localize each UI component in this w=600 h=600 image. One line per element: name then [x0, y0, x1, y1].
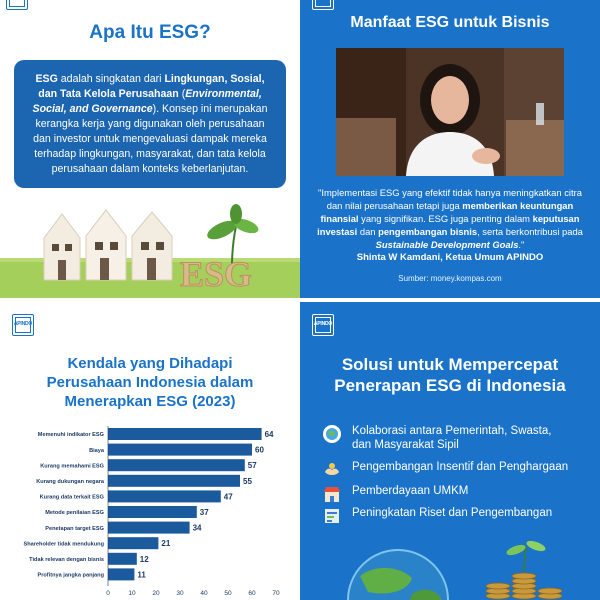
- x-tick-label: 70: [272, 590, 280, 597]
- bar: [108, 553, 137, 565]
- apindo-logo: APINDO: [312, 314, 334, 336]
- panel2-title: Manfaat ESG untuk Bisnis: [350, 14, 550, 31]
- quote-part: "Implementasi ESG yang efektif tidak hanya meningkatkan citra dan nilai perusahaan tetapi juga: [318, 187, 582, 211]
- chart-title-line: Menerapkan ESG (2023): [64, 393, 236, 410]
- category-label: Kurang data terkait ESG: [39, 494, 104, 501]
- category-label: Shareholder tidak mendukung: [23, 541, 104, 548]
- category-label: Tidak relevan dengan bisnis: [29, 557, 104, 563]
- definition-part: ). Konsep ini merupakan kerangka kerja yang digunakan oleh perusahaan dan investor untuk mengevaluasi dampak mereka terhadap lingkungan, masyarakat, dan tata kelola perusahaan dalam konteks keberlanjutan.: [33, 103, 268, 175]
- quote-part: .": [518, 239, 525, 250]
- definition-part: (: [178, 88, 186, 100]
- solution-item: [322, 460, 592, 480]
- quote-part: pengembangan bisnis: [378, 226, 478, 237]
- solution-label: Kolaborasi antara Pemerintah, Swasta,: [352, 425, 552, 437]
- solution-label: Peningkatan Riset dan Pengembangan: [352, 507, 553, 519]
- bar: [108, 428, 262, 440]
- panel-esg-benefits: [300, 0, 600, 300]
- x-tick-label: 40: [200, 590, 208, 597]
- globe-coins-illustration: [300, 536, 600, 600]
- value-label: 21: [161, 539, 171, 549]
- esg-definition-box: [14, 60, 286, 188]
- research-icon: [322, 506, 342, 526]
- apindo-logo: APINDO: [12, 314, 34, 336]
- apindo-logo: [6, 0, 28, 10]
- solution-item: [322, 506, 592, 526]
- quote-part: Sustainable Development Goals: [375, 239, 519, 250]
- definition-part: ESG: [35, 73, 58, 85]
- panel4-title: [300, 354, 600, 396]
- value-label: 64: [264, 430, 274, 439]
- hands-icon: [322, 460, 342, 480]
- quote-part: dan: [357, 226, 379, 237]
- category-label: Metode penilaian ESG: [45, 510, 104, 517]
- chart-title-line: Kendala yang Dihadapi: [67, 355, 233, 372]
- quote-part: , serta berkontribusi pada: [477, 226, 583, 237]
- esg-houses-illustration: [0, 200, 300, 300]
- panel4-title-line: Penerapan ESG di Indonesia: [334, 376, 566, 395]
- quote-source: Sumber: money.kompas.com: [398, 274, 502, 283]
- x-tick-label: 10: [128, 590, 136, 597]
- solution-label: dan Masyarakat Sipil: [352, 439, 459, 451]
- chart-title-line: Perusahaan Indonesia dalam: [46, 374, 254, 391]
- ceo-quote: [314, 186, 586, 251]
- shop-icon: [322, 484, 342, 504]
- solution-label: Pemberdayaan UMKM: [352, 485, 469, 497]
- value-label: 55: [243, 476, 252, 486]
- quote-part: yang signifikan. ESG juga penting dalam: [358, 213, 533, 224]
- panel4-title-line: Solusi untuk Mempercepat: [341, 355, 559, 374]
- speaker-photo: [336, 48, 564, 176]
- x-tick-label: 20: [152, 590, 160, 597]
- bar: [108, 568, 134, 580]
- category-label: Kurang dukungan negara: [36, 479, 104, 485]
- bar: [108, 522, 190, 534]
- category-label: Memenuhi indikator ESG: [37, 432, 104, 439]
- category-label: Penetapan target ESG: [45, 525, 104, 532]
- obstacles-bar-chart: [0, 420, 300, 600]
- quote-part: keputusan investasi: [317, 213, 580, 237]
- value-label: 12: [139, 554, 149, 564]
- chart-title: [0, 354, 300, 411]
- category-label: Kurang memahami ESG: [40, 463, 104, 470]
- category-label: Profitnya jangka panjang: [37, 572, 104, 579]
- esg-wooden-letters: ESG: [180, 254, 253, 294]
- category-label: Biaya: [89, 447, 104, 454]
- definition-part: adalah singkatan dari: [57, 73, 165, 85]
- panel-what-is-esg: [0, 0, 300, 300]
- quote-author: Shinta W Kamdani, Ketua Umum APINDO: [356, 252, 544, 263]
- value-label: 34: [192, 523, 202, 533]
- panel1-title: Apa Itu ESG?: [89, 22, 211, 43]
- value-label: 11: [137, 570, 146, 580]
- panel-divider-horizontal: [0, 298, 600, 302]
- solution-item: [322, 484, 592, 504]
- bar: [108, 475, 240, 487]
- solution-label: Pengembangan Insentif dan Penghargaan: [352, 461, 569, 473]
- x-tick-label: 0: [106, 590, 110, 597]
- bar: [108, 444, 252, 456]
- value-label: 57: [247, 461, 257, 471]
- value-label: 37: [199, 508, 209, 517]
- panel-esg-solutions: [300, 300, 600, 600]
- bar: [108, 490, 221, 502]
- definition-part: Environmental, Social, and Governance: [32, 88, 262, 115]
- bar: [108, 537, 158, 549]
- quote-part: memberikan keuntungan finansial: [320, 200, 574, 224]
- solution-item: [322, 424, 592, 452]
- apindo-logo: [312, 0, 334, 10]
- definition-part: Lingkungan, Sosial, dan Tata Kelola Perusahaan: [38, 73, 265, 100]
- bar: [108, 506, 197, 518]
- x-tick-label: 60: [248, 590, 256, 597]
- x-tick-label: 50: [224, 590, 232, 597]
- value-label: 60: [255, 445, 264, 455]
- globe-icon: [322, 424, 342, 444]
- panel-esg-obstacles: [0, 300, 300, 600]
- x-tick-label: 30: [176, 590, 184, 597]
- value-label: 47: [223, 492, 233, 502]
- bar: [108, 459, 245, 471]
